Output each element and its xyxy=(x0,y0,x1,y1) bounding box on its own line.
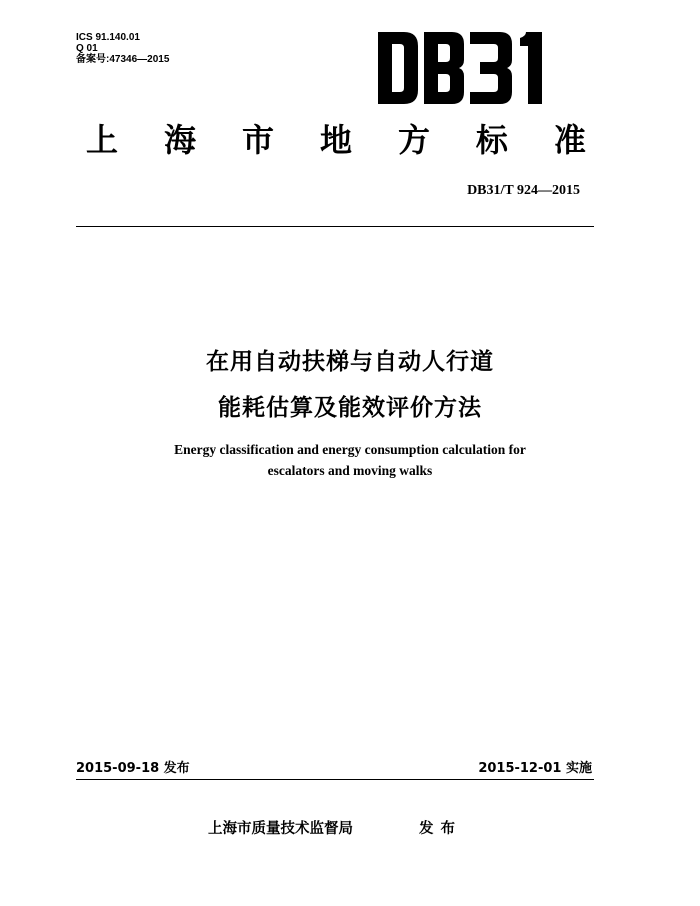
issuing-authority: 上海市质量技术监督局 xyxy=(208,821,353,837)
standard-type-char: 准 xyxy=(553,121,586,159)
standard-type-char: 海 xyxy=(163,121,196,159)
document-title-en-line1: Energy classification and energy consumption calculation for xyxy=(174,442,526,457)
document-title-cn-line2: 能耗估算及能效评价方法 xyxy=(218,395,482,421)
db31-logo-icon xyxy=(376,28,558,108)
issue-action: 发布 xyxy=(419,821,462,837)
standard-type-char: 标 xyxy=(475,121,508,159)
ics-code: ICS 91.140.01 xyxy=(76,32,140,43)
document-title-cn-line1: 在用自动扶梯与自动人行道 xyxy=(206,349,494,375)
header-divider xyxy=(76,226,594,227)
standard-type-char: 方 xyxy=(397,121,430,159)
footer-divider xyxy=(76,779,594,780)
implementation-date: 2015-12-01 实施 xyxy=(478,761,592,776)
record-number: 备案号:47346—2015 xyxy=(76,54,170,65)
document-title-en-line2: escalators and moving walks xyxy=(267,463,433,478)
ccs-code: Q 01 xyxy=(76,43,98,54)
standard-type-char: 地 xyxy=(319,121,352,159)
standard-type-title xyxy=(86,120,586,160)
standard-type-char: 上 xyxy=(86,121,119,159)
issue-date: 2015-09-18 发布 xyxy=(76,761,190,776)
standard-type-char: 市 xyxy=(241,121,274,159)
standard-number: DB31/T 924—2015 xyxy=(467,183,580,198)
